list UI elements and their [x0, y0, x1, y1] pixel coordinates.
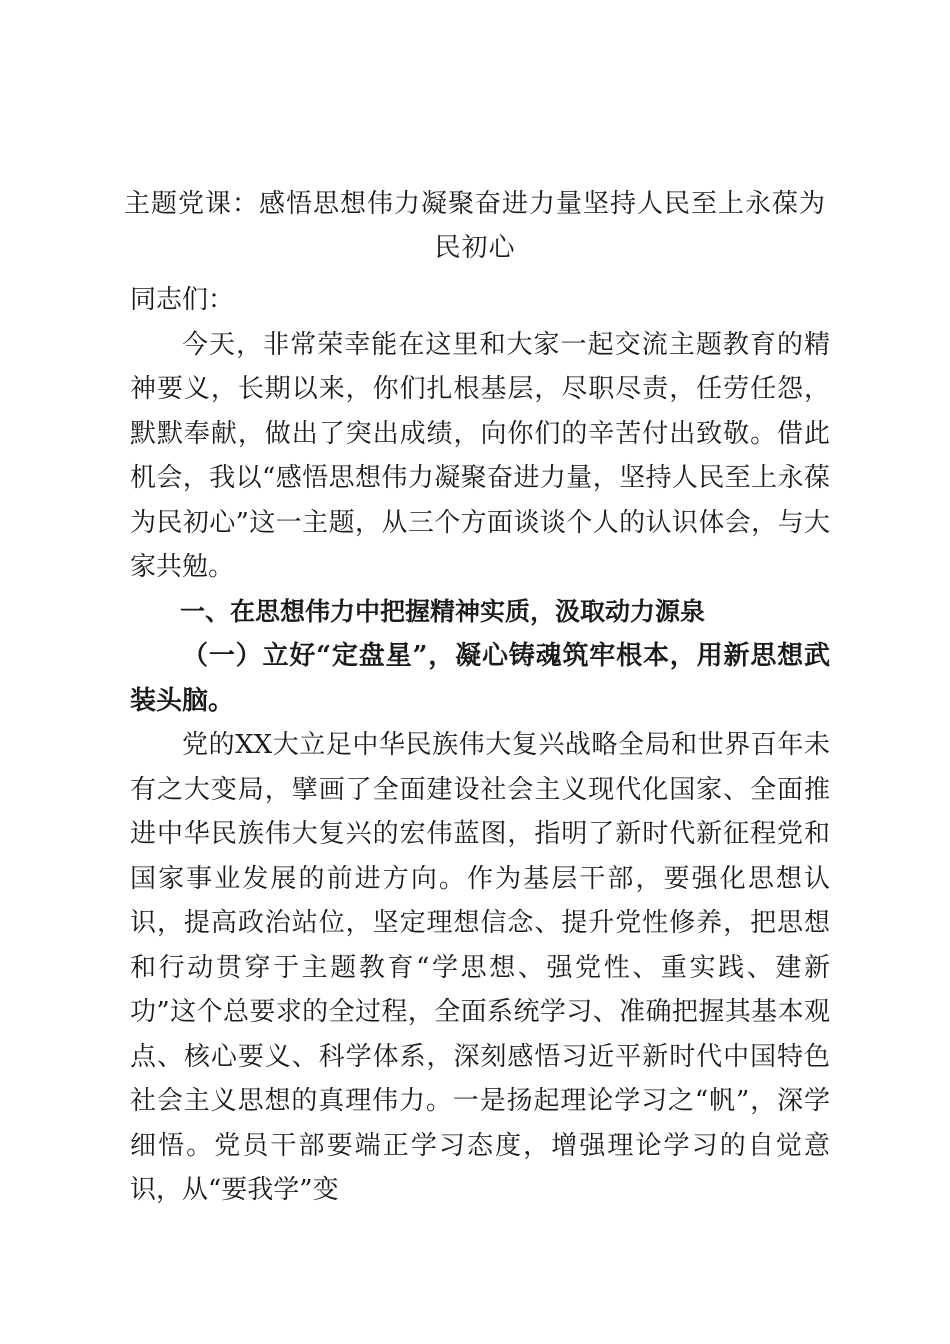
- document-body: [130, 278, 830, 1213]
- section-heading: 一、在思想伟力中把握精神实质，汲取动力源泉: [180, 596, 706, 626]
- greeting: 同志们：: [130, 285, 235, 315]
- subsection-heading: （一）立好“定盘星”，凝心铸魂筑牢根本，用新思想武装头脑。: [130, 641, 830, 716]
- document-title: 主题党课：感悟思想伟力凝聚奋进力量坚持人民至上永葆为民初心: [123, 189, 826, 263]
- body-paragraph: 党的XX大立足中华民族伟大复兴战略全局和世界百年未有之大变局，擘画了全面建设社会主义现代化国家、全面推进中华民族伟大复兴的宏伟蓝图，指明了新时代新征程党和国家事业发展的前进方向。作为基层干部，要强化思想认识，提高政治站位，坚定理想信念、提升党性修养，把思想和行动贯穿于主题教育“学思想、强党性、重实践、建新功”这个总要求的全过程，全面系统学习、准确把握其基本观点、核心要义、科学体系，深刻感悟习近平新时代中国特色社会主义思想的真理伟力。一是扬起理论学习之“帆”，深学细悟。党员干部要端正学习态度，增强理论学习的自觉意识，从“要我学”变: [130, 730, 830, 1205]
- intro-paragraph: 今天，非常荣幸能在这里和大家一起交流主题教育的精神要义，长期以来，你们扎根基层，尽职尽责，任劳任怨，默默奉献，做出了突出成绩，向你们的辛苦付出致敬。借此机会，我以“感悟思想伟力凝聚奋进力量，坚持人民至上永葆为民初心”这一主题，从三个方面谈谈个人的认识体会，与大家共勉。: [130, 329, 830, 582]
